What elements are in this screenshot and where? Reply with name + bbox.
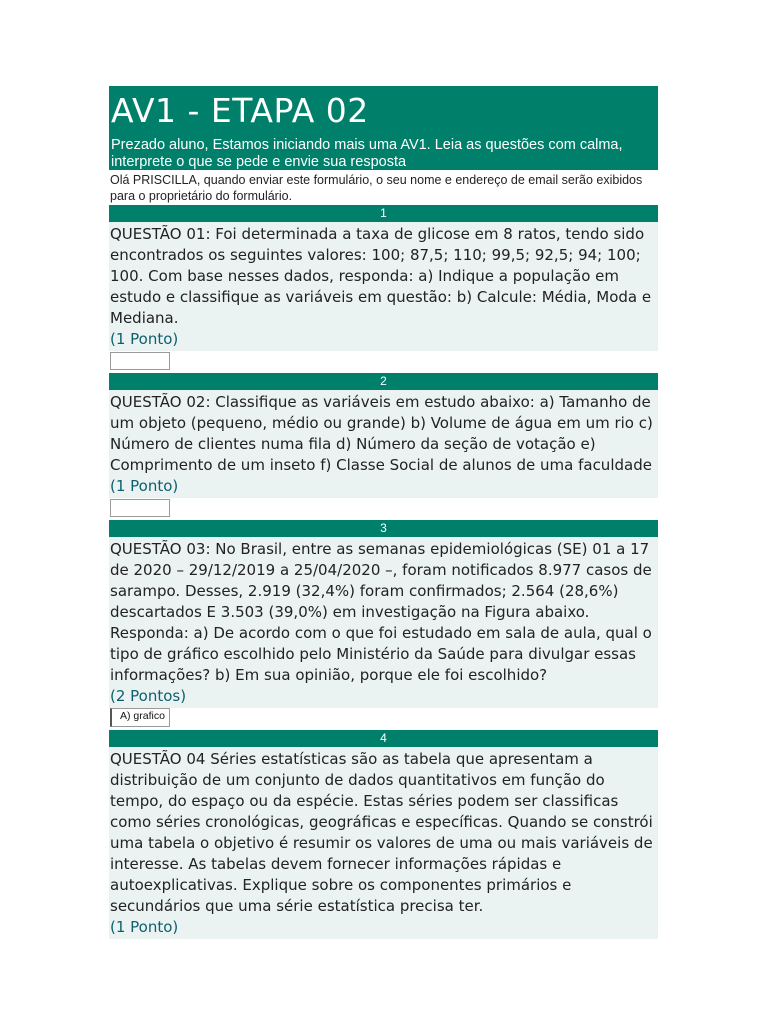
answer-input[interactable] [110, 352, 170, 370]
answer-input[interactable]: A) grafico [110, 708, 170, 727]
question-text: QUESTÃO 02: Classifique as variáveis em estudo abaixo: a) Tamanho de um objeto (pequeno, médio ou grande) b) Volume de água em um rio c) Número de clientes numa fila d) Número da seção de votação e) Comprimento de um inseto f) Classe Social de alunos de uma faculdade [109, 390, 658, 476]
form-title: AV1 - ETAPA 02 [111, 91, 369, 130]
question-points: (2 Pontos) [109, 686, 658, 708]
answer-input[interactable] [110, 499, 170, 517]
question-number-bar: 1 [109, 205, 658, 222]
form-header [109, 86, 658, 170]
question-points: (1 Ponto) [109, 476, 658, 498]
question-number-bar: 4 [109, 730, 658, 747]
answer-row [109, 708, 658, 730]
answer-row [109, 498, 658, 520]
question-points: (1 Ponto) [109, 329, 658, 351]
question-number-bar: 3 [109, 520, 658, 537]
question-points: (1 Ponto) [109, 917, 658, 939]
answer-row [109, 351, 658, 373]
question-number-bar: 2 [109, 373, 658, 390]
question-text: QUESTÃO 04 Séries estatísticas são as tabela que apresentam a distribuição de um conjunto de dados quantitativos em função do tempo, do espaço ou da espécie. Estas séries podem ser classificas como séries cronológicas, geográficas e específicas. Quando se constrói uma tabela o objetivo é resumir os valores de uma ou mais variáveis de interesse. As tabelas devem fornecer informações rápidas e autoexplicativas. Explique sobre os componentes primários e secundários que uma série estatística precisa ter. [109, 747, 658, 917]
question-text: QUESTÃO 01: Foi determinada a taxa de glicose em 8 ratos, tendo sido encontrados os seguintes valores: 100; 87,5; 110; 99,5; 92,5; 94; 100; 100. Com base nesses dados, responda: a) Indique a população em estudo e classifique as variáveis em questão: b) Calcule: Média, Moda e Mediana. [109, 222, 658, 329]
question-text: QUESTÃO 03: No Brasil, entre as semanas epidemiológicas (SE) 01 a 17 de 2020 – 29/12/2019 a 25/04/2020 –, foram notificados 8.977 casos de sarampo. Desses, 2.919 (32,4%) foram confirmados; 2.564 (28,6%) descartados E 3.503 (39,0%) em investigação na Figura abaixo. Responda: a) De acordo com o que foi estudado em sala de aula, qual o tipo de gráfico escolhido pelo Ministério da Saúde para divulgar essas informações? b) Em sua opinião, porque ele foi escolhido? [109, 537, 658, 686]
form-container [109, 86, 658, 939]
form-subtitle: Prezado aluno, Estamos iniciando mais uma AV1. Leia as questões com calma, interprete o que se pede e envie sua resposta [111, 137, 623, 170]
identity-notice: Olá PRISCILLA, quando enviar este formulário, o seu nome e endereço de email serão exibidos para o proprietário do formulário. [110, 173, 643, 203]
